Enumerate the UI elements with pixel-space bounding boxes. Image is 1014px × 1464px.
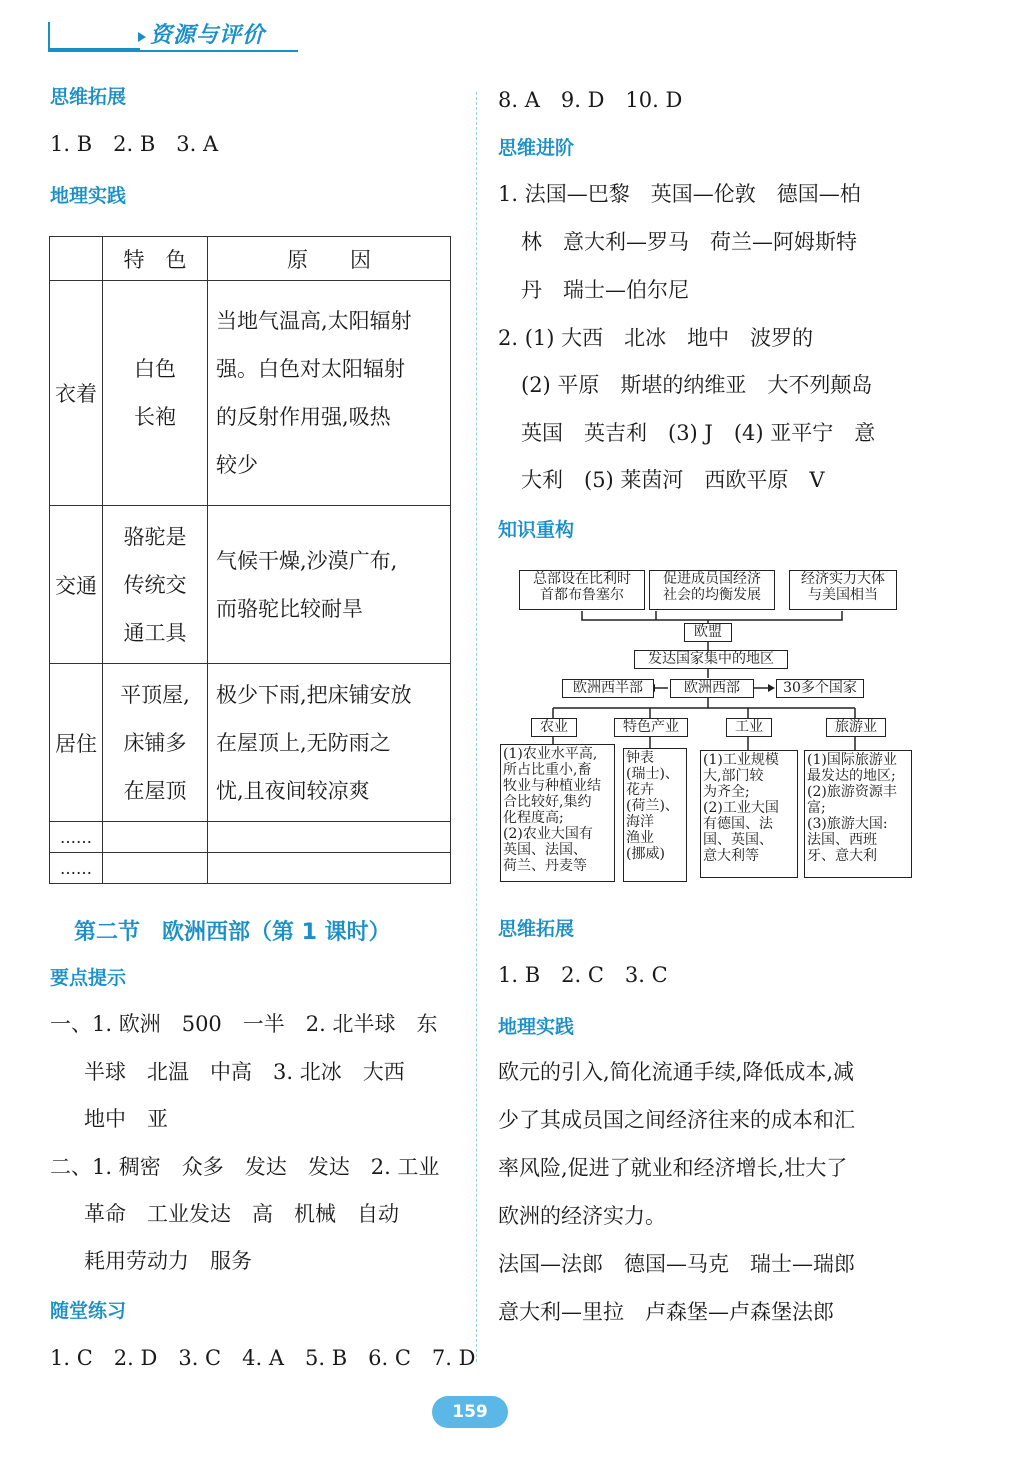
table-header-cell: 特 色 (103, 237, 208, 281)
diagram-text: (1)农业水平高, (503, 746, 598, 762)
diagram-text: (挪威) (626, 846, 665, 862)
diagram-text: (2)农业大国有 (503, 826, 593, 842)
diagram-text: 国、英国、 (703, 832, 773, 848)
diagram-text: 意大利等 (703, 848, 759, 864)
diagram-top-box-3 (789, 570, 897, 610)
diagram-text: 渔业 (626, 830, 654, 846)
diagram-category-box: 特色产业 (614, 718, 688, 737)
table-aspect: 居住 (50, 664, 103, 822)
diagram-text: 所占比重小,畜 (503, 762, 592, 778)
left-section-title-3: 要点提示 (50, 967, 127, 989)
header-title: 资源与评价 (150, 23, 266, 48)
reason-line: 忧,且夜间较凉爽 (216, 778, 370, 803)
advanced-line: 2. (1) 大西 北冰 地中 波罗的 (498, 326, 814, 350)
diagram-category-box: 旅游业 (826, 718, 886, 737)
chapter-title: 第二节 欧洲西部（第 1 课时） (74, 920, 391, 945)
left-answers-4: 1. C 2. D 3. C 4. A 5. B 6. C 7. D (50, 1346, 476, 1370)
diagram-eu-box: 欧盟 (684, 623, 732, 642)
diagram-text: (2)工业大国 (703, 800, 779, 816)
page-number: 159 (432, 1396, 508, 1428)
advanced-line: 林 意大利—罗马 荷兰—阿姆斯特 (521, 230, 857, 254)
diagram-text: 大,部门较 (703, 768, 764, 784)
feature-line: 骆驼是 (123, 524, 187, 549)
feature-line: 平顶屋, (120, 682, 190, 707)
diagram-text: 最发达的地区; (807, 768, 896, 784)
reason-line: 气候干燥,沙漠广布, (216, 548, 398, 573)
right-section-title-4: 地理实践 (498, 1016, 575, 1038)
diagram-text: 社会的均衡发展 (663, 587, 761, 603)
key-point-line: 半球 北温 中高 3. 北冰 大西 (84, 1060, 405, 1084)
table-aspect: …… (50, 822, 103, 853)
feature-line: 白色 (134, 357, 176, 381)
key-point-line: 一、1. 欧洲 500 一半 2. 北半球 东 (50, 1012, 438, 1036)
right-answers-3: 1. B 2. C 3. C (498, 963, 668, 987)
advanced-line: 1. 法国—巴黎 英国—伦敦 德国—柏 (498, 182, 861, 206)
key-point-line: 地中 亚 (84, 1107, 168, 1131)
diagram-category-box: 农业 (531, 718, 577, 737)
table-aspect: 交通 (50, 506, 103, 664)
feature-line: 传统交 (123, 572, 187, 597)
diagram-countries-box: 30多个国家 (776, 679, 864, 698)
key-point-line: 二、1. 稠密 众多 发达 发达 2. 工业 (50, 1155, 440, 1179)
advanced-line: 大利 (5) 莱茵河 西欧平原 V (521, 468, 825, 492)
diagram-detail-tourism (804, 750, 912, 878)
diagram-text: 促进成员国经济 (663, 571, 761, 587)
diagram-text: 化程度高; (503, 810, 564, 826)
diagram-west-half-box: 欧洲西半部 (562, 679, 654, 698)
diagram-text: (1)国际旅游业 (807, 752, 897, 768)
key-point-line: 耗用劳动力 服务 (84, 1249, 252, 1273)
diagram-text: 经济实力大体 (801, 571, 885, 587)
reason-line: 较少 (216, 453, 258, 477)
diagram-text: 富; (807, 800, 826, 816)
diagram-detail-special (623, 748, 687, 882)
practice-line: 欧元的引入,简化流通手续,降低成本,减 (498, 1060, 855, 1084)
left-answers-1: 1. B 2. B 3. A (50, 132, 219, 156)
key-point-line: 革命 工业发达 高 机械 自动 (84, 1202, 399, 1226)
diagram-detail-agriculture (500, 744, 615, 882)
right-section-title-1: 思维进阶 (498, 137, 575, 159)
diagram-top-box-1 (519, 570, 645, 610)
table-aspect: 衣着 (50, 281, 103, 506)
diagram-developed-box: 发达国家集中的地区 (634, 650, 788, 669)
table-header-cell: 原 因 (208, 237, 451, 281)
reason-line: 当地气温高,太阳辐射 (216, 309, 412, 333)
practice-line: 欧洲的经济实力。 (498, 1204, 666, 1228)
diagram-text: 首都布鲁塞尔 (540, 587, 624, 603)
diagram-text: 荷兰、丹麦等 (503, 858, 587, 874)
diagram-text: 花卉 (626, 782, 654, 798)
right-top-answers: 8. A 9. D 10. D (498, 88, 683, 112)
feature-line: 长袍 (134, 405, 176, 429)
practice-line: 少了其成员国之间经济往来的成本和汇 (498, 1108, 855, 1132)
left-section-title-2: 地理实践 (50, 185, 127, 207)
reason-line: 极少下雨,把床铺安放 (216, 682, 412, 707)
reason-line: 的反射作用强,吸热 (216, 405, 391, 429)
diagram-text: 有德国、法 (703, 816, 773, 832)
diagram-text: 海洋 (626, 814, 654, 830)
diagram-text: 与美国相当 (808, 587, 878, 603)
diagram-category-box: 工业 (726, 718, 772, 737)
reason-line: 强。白色对太阳辐射 (216, 357, 405, 381)
left-section-title-4: 随堂练习 (50, 1300, 127, 1322)
right-section-title-2: 知识重构 (498, 519, 575, 541)
diagram-text: 总部设在比利时 (533, 571, 631, 587)
advanced-line: 丹 瑞士—伯尔尼 (521, 278, 689, 302)
diagram-text: 牙、意大利 (807, 848, 877, 864)
diagram-text: (2)旅游资源丰 (807, 784, 897, 800)
practice-line: 法国—法郎 德国—马克 瑞士—瑞郎 (498, 1252, 855, 1276)
diagram-detail-industry (700, 750, 798, 878)
practice-line: 率风险,促进了就业和经济增长,壮大了 (498, 1156, 848, 1180)
right-section-title-3: 思维拓展 (498, 918, 575, 940)
reason-line: 而骆驼比较耐旱 (216, 596, 363, 621)
diagram-west-europe-box: 欧洲西部 (670, 679, 754, 698)
advanced-line: 英国 英吉利 (3) J (4) 亚平宁 意 (521, 421, 876, 445)
feature-line: 通工具 (123, 620, 187, 645)
diagram-top-box-2 (649, 570, 775, 610)
table-aspect: …… (50, 853, 103, 884)
diagram-text: (1)工业规模 (703, 752, 779, 768)
diagram-text: (瑞士)、 (626, 766, 679, 782)
practice-line: 意大利—里拉 卢森堡—卢森堡法郎 (498, 1300, 834, 1324)
diagram-text: 钟表 (626, 750, 654, 766)
feature-line: 在屋顶 (123, 778, 187, 803)
diagram-text: 法国、西班 (807, 832, 877, 848)
reason-line: 在屋顶上,无防雨之 (216, 730, 391, 755)
diagram-text: (荷兰)、 (626, 798, 679, 814)
diagram-text: 为齐全; (703, 784, 750, 800)
diagram-text: (3)旅游大国: (807, 816, 888, 832)
diagram-text: 牧业与种植业结 (503, 778, 601, 794)
diagram-text: 英国、法国、 (503, 842, 587, 858)
advanced-line: (2) 平原 斯堪的纳维亚 大不列颠岛 (521, 373, 873, 397)
left-section-title-1: 思维拓展 (50, 86, 127, 108)
feature-line: 床铺多 (123, 730, 187, 755)
diagram-text: 合比较好,集约 (503, 794, 592, 810)
